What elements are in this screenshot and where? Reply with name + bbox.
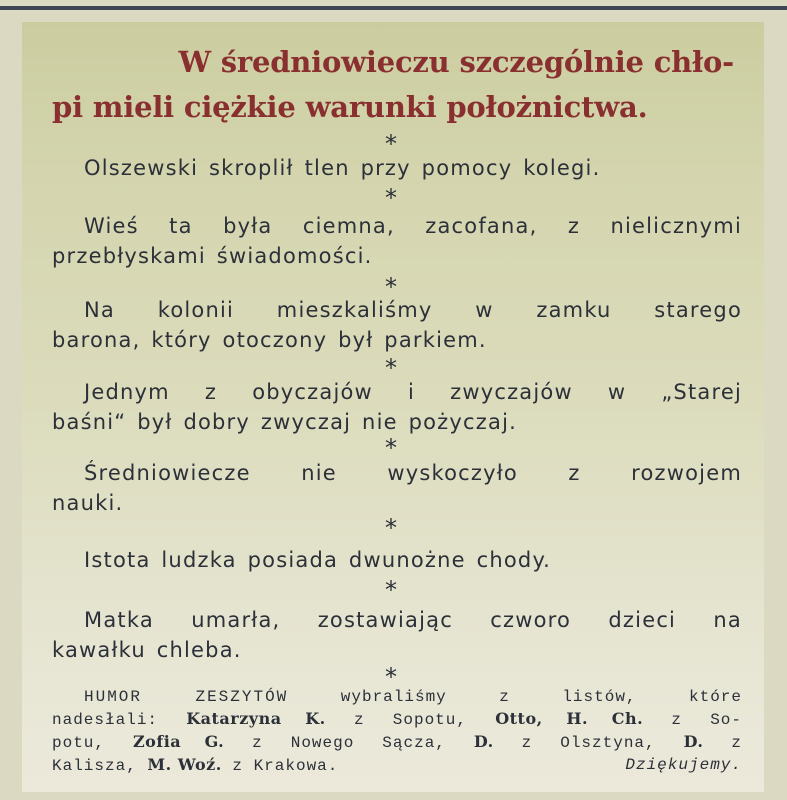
quote-entry-4-line-2: baśni“ był dobry zwyczaj nie pożyczaj.	[52, 410, 517, 434]
quote-entry-3-line-1: Na kolonii mieszkaliśmy w zamku starego	[84, 298, 742, 322]
credits-text: z Sopotu,	[325, 711, 496, 729]
separator-star-icon: *	[385, 130, 397, 158]
quote-entry-5	[52, 458, 742, 518]
credits-text: nadesłali:	[52, 711, 187, 729]
separator-star-icon: *	[385, 576, 397, 604]
credits-text: potu,	[52, 734, 133, 752]
quote-entry-4	[52, 377, 742, 437]
quote-entry-2	[52, 211, 742, 271]
quote-entry-2-line-2: przebłyskami świadomości.	[52, 244, 373, 268]
credits-text: wybraliśmy z listów, które	[288, 688, 743, 706]
quote-entry-7-line-2: kawałku chleba.	[52, 638, 242, 662]
quote-entry-2-line-1: Wieś ta była ciemna, zacofana, z nielicznymi	[84, 214, 742, 238]
headline-line-1: W średniowieczu szczególnie chło-	[178, 45, 734, 79]
credits-lead: HUMOR ZESZYTÓW	[84, 688, 289, 706]
quote-entry-4-line-1: Jednym z obyczajów i zwyczajów w „Starej	[84, 380, 742, 404]
credits-paragraph	[52, 686, 742, 777]
credits-line-3	[52, 731, 742, 754]
quote-entry-5-line-1: Średniowiecze nie wyskoczyło z rozwojem	[84, 461, 742, 485]
separator-star-icon: *	[385, 514, 397, 542]
credits-text: z Nowego Sącza,	[224, 734, 474, 752]
contributor-name: D.	[683, 732, 704, 751]
thanks-signature: Dziękujemy.	[625, 756, 742, 774]
credits-line-1	[52, 686, 742, 708]
headline	[52, 40, 742, 130]
quote-entry-3-line-2: barona, który otoczony był parkiem.	[52, 328, 487, 352]
credits-line-4	[52, 754, 742, 777]
credits-text: Kalisza,	[52, 757, 148, 775]
contributor-name: Katarzyna K.	[186, 709, 326, 728]
top-border-rule	[0, 6, 787, 10]
separator-star-icon: *	[385, 663, 397, 691]
contributor-name: D.	[473, 732, 494, 751]
contributor-name: M. Woź.	[147, 755, 222, 774]
separator-star-icon: *	[385, 354, 397, 382]
credits-text: z	[703, 734, 743, 752]
quote-entry-6-line-1: Istota ludzka posiada dwunożne chody.	[84, 548, 551, 572]
credits-text: z Krakowa.	[221, 757, 339, 775]
quote-entry-6	[52, 545, 742, 575]
quote-entry-3	[52, 295, 742, 355]
quote-entry-1	[52, 153, 742, 183]
contributor-name: Otto, H. Ch.	[495, 709, 644, 728]
quote-entry-7	[52, 605, 742, 665]
separator-star-icon: *	[385, 184, 397, 212]
separator-star-icon: *	[385, 273, 397, 301]
credits-text: z So-	[643, 711, 743, 729]
contributor-name: Zofia G.	[132, 732, 225, 751]
separator-star-icon: *	[385, 434, 397, 462]
headline-line-2: pi mieli ciężkie warunki położnictwa.	[52, 90, 648, 124]
credits-line-2	[52, 708, 742, 731]
quote-entry-7-line-1: Matka umarła, zostawiając czworo dzieci na	[84, 608, 742, 632]
quote-entry-1-line-1: Olszewski skroplił tlen przy pomocy kolegi.	[84, 156, 601, 180]
credits-text: z Olsztyna,	[493, 734, 684, 752]
quote-entry-5-line-2: nauki.	[52, 491, 124, 515]
